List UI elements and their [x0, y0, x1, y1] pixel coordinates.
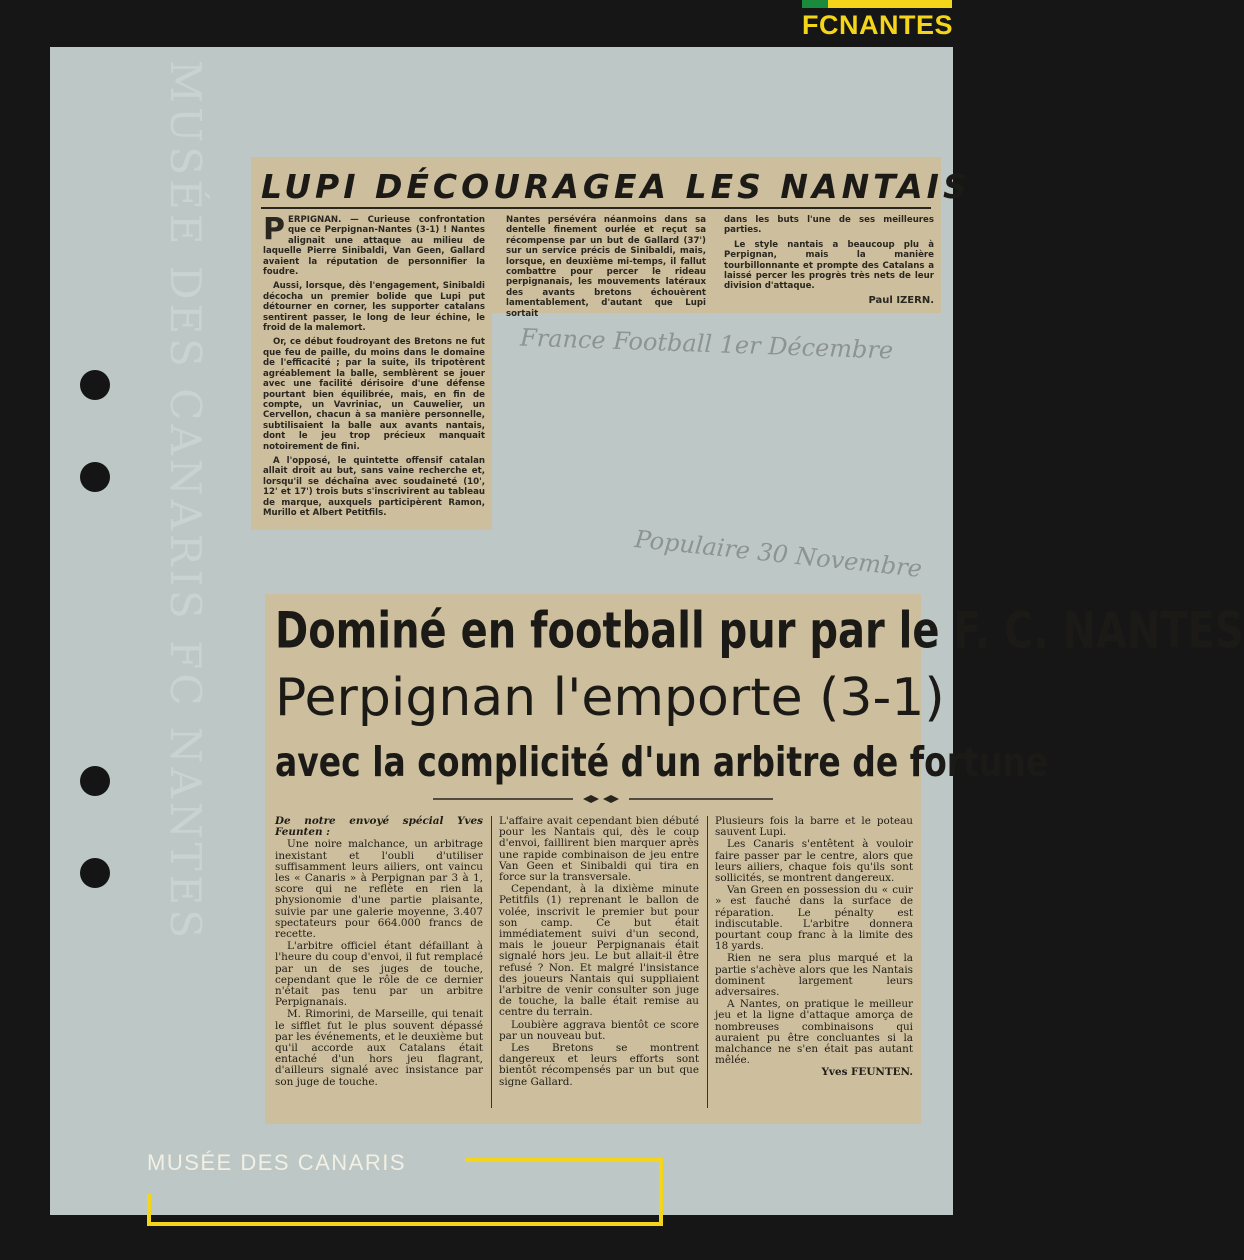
- paragraph: Loubière aggrava bientôt ce score par un nouveau but.: [499, 1018, 699, 1042]
- article-column-3: [715, 816, 913, 1108]
- article-column-3: [724, 215, 934, 305]
- paragraph: Plusieurs fois la barre et le poteau sauvent Lupi.: [715, 815, 913, 839]
- museum-frame: [147, 1158, 663, 1226]
- brand-name: FCNANTES: [802, 10, 953, 40]
- author-signature: Yves FEUNTEN.: [821, 1066, 913, 1079]
- paragraph: A Nantes, on pratique le meilleur jeu et la ligne d'attaque amorça de nombreuses combinaisons qui auraient pu être concluantes si la malchance ne s'en était pas autant mêlée.: [715, 998, 913, 1067]
- ornament-divider: [433, 794, 773, 804]
- paragraph: L'affaire avait cependant bien débuté pour les Nantais qui, dès le coup d'envoi, faillirent bien marquer après une rapide combinaison de jeu entre Van Geen et Sinibaldi qui tira en force sur la transversale.: [499, 815, 699, 884]
- article-column-1: [263, 212, 485, 525]
- museum-label: MUSÉE DES CANARIS: [147, 1150, 406, 1175]
- title-rule: [261, 207, 931, 209]
- drop-cap: P: [263, 212, 285, 247]
- paragraph: Aussi, lorsque, dès l'engagement, Sinibaldi décocha un premier bolide que Lupi put détourner en corner, les supporter catalans sentirent passer, le long de leur échine, le froid de la malemort.: [263, 281, 485, 334]
- paragraph: Or, ce début foudroyant des Bretons ne fut que feu de paille, du moins dans le domaine de l'efficacité ; par la suite, ils tripotèrent agréablement la balle, semblèrent se jouer avec une facilité dérisoire d'une défense pourtant bien équilibrée, mais, en fin de compte, un Vavriniac, un Cauwelier, un Cervellon, chacun à sa manière personnelle, subtilisaient la balle aux avants nantais, dont le jeu trop précieux manquait notoirement de fini.: [263, 337, 485, 452]
- paragraph: dans les buts l'une de ses meilleures parties.: [724, 215, 934, 236]
- article-column-2: [499, 816, 699, 1108]
- paragraph: A l'opposé, le quintette offensif catalan allait droit au but, sans vaine recherche et, lorsqu'il se déchaîna avec soudaineté (10', 12' et 17') trois buts s'inscrivirent au tableau de marque, auxquels participèrent Ramon, Murillo et Albert Petitfils.: [263, 455, 485, 518]
- binder-hole: [80, 462, 110, 492]
- column-separator: [491, 816, 492, 1108]
- headline-sub: avec la complicité d'un arbitre de fortune: [275, 737, 1049, 786]
- paragraph: Les Canaris s'entêtent à vouloir faire passer par le centre, alors que leurs ailiers, chaque fois qu'ils sont sollicités, se montrent dangereux.: [715, 838, 913, 885]
- headline-main: Perpignan l'emporte (3-1): [275, 668, 945, 728]
- binder-hole: [80, 370, 110, 400]
- article-column-1: [275, 816, 483, 1108]
- binder-hole: [80, 766, 110, 796]
- paragraph: Van Green en possession du « cuir » est fauché dans la surface de réparation. Le pénalty est indiscutable. L'arbitre donnera pourtant coup franc à la limite des 18 yards.: [715, 884, 913, 953]
- paragraph: M. Rimorini, de Marseille, qui tenait le sifflet fut le plus souvent dépassé par les événements, et le deuxième but qu'il accorde aux Catalans était entaché d'un hors jeu flagrant, d'ailleurs signalé avec insistance par son juge de touche.: [275, 1008, 483, 1088]
- paragraph: Les Bretons se montrent dangereux et leurs efforts sont bientôt récompensés par un but que signe Gallard.: [499, 1042, 699, 1088]
- column-separator: [707, 816, 708, 1108]
- clipping-perpignan: [265, 594, 1244, 1124]
- handwritten-note: Populaire 30 Novembre: [633, 524, 924, 584]
- brand-logo: [802, 0, 952, 42]
- author-signature: Paul IZERN.: [868, 294, 934, 306]
- brand-color-bar: [802, 0, 952, 8]
- paragraph: Cependant, à la dixième minute Petitfils (1) reprenant le ballon de volée, inscrivit le premier but pour son camp. Ce but était immédiatement suivi d'un second, mais le joueur Perpignanais était signalé hors jeu. Le but allait-il être refusé ? Non. Et malgré l'insistance des joueurs Nantais qui suppliaient l'arbitre de venir consulter son juge de touche, la balle était remise au centre du terrain.: [499, 883, 699, 1019]
- clipping-title: LUPI DÉCOURAGEA LES NANTAIS: [261, 167, 971, 206]
- article-column-2: [506, 215, 706, 319]
- headline-top: Dominé en football pur par le F. C. NANTES: [275, 602, 1244, 660]
- paragraph: Une noire malchance, un arbitrage inexistant et l'oubli d'utiliser suffisamment leurs ailiers, ont vaincu les « Canaris » à Perpignan par 3 à 1, score qui ne reflète en rien la physionomie d'une partie plaisante, suivie par une galerie moyenne, 3.407 spectateurs pour 664.000 francs de recette.: [275, 838, 483, 941]
- paragraph: ERPIGNAN. — Curieuse confrontation que ce Perpignan-Nantes (3-1) ! Nantes alignait une attaque au milieu de laquelle Pierre Sinibaldi, Van Geen, Gallard avaient la réputation de personnifier la foudre.: [263, 215, 485, 278]
- binder-hole: [80, 858, 110, 888]
- handwritten-note: France Football 1er Décembre: [519, 323, 894, 365]
- paragraph: Le style nantais a beaucoup plu à Perpignan, mais la manière tourbillonnante et prompte des Catalans a laissé percer les progrès très nets de leur division d'attaque.: [724, 239, 934, 292]
- byline: De notre envoyé spécial Yves Feunten :: [275, 815, 483, 839]
- paragraph: L'arbitre officiel étant défaillant à l'heure du coup d'envoi, il fut remplacé par un de ses juges de touche, cependant que le rôle de ce dernier n'était pas tenu par un arbitre Perpignanais.: [275, 940, 483, 1009]
- paragraph: Rien ne sera plus marqué et la partie s'achève alors que les Nantais dominent largement leurs adversaires.: [715, 952, 913, 999]
- watermark-text: MUSÉE DES CANARIS FC NANTES: [161, 60, 210, 943]
- paragraph: Nantes persévéra néanmoins dans sa dentelle finement ourlée et reçut sa récompense par un but de Gallard (37') sur un service précis de Sinibaldi, mais, lorsque, en deuxième mi-temps, il fallut combattre pour percer le rideau perpignanais, les mouvements latéraux des avants bretons échouèrent lamentablement, d'autant que Lupi sortait: [506, 215, 706, 319]
